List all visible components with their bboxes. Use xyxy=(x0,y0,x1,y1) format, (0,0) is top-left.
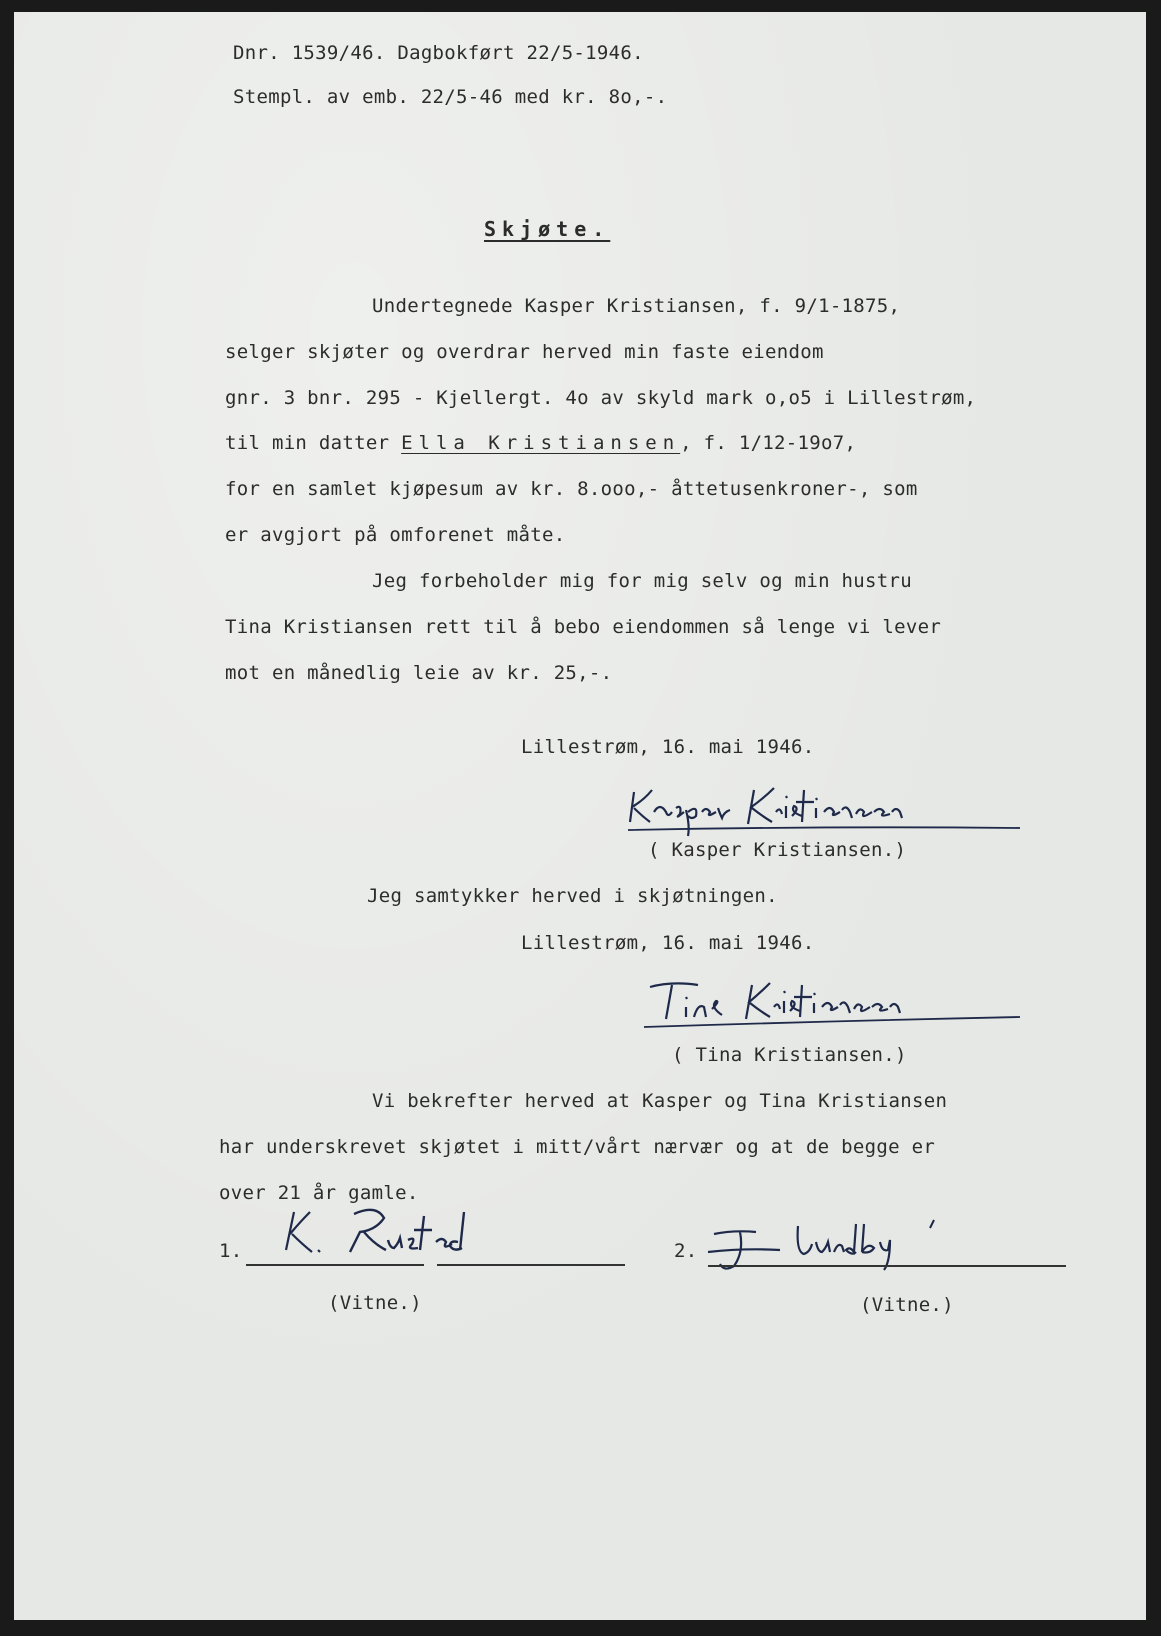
document-page xyxy=(14,12,1146,1620)
witness-line: Vi bekrefter herved at Kasper og Tina Kristiansen xyxy=(372,1090,948,1112)
signature-witness-2 xyxy=(704,1212,1034,1282)
witness-1-number: 1. xyxy=(219,1240,243,1262)
buyer-name: Ella Kristiansen xyxy=(401,432,681,454)
body-line: for en samlet kjøpesum av kr. 8.ooo,- åttetusenkroner-, som xyxy=(225,478,918,500)
witness-2-number: 2. xyxy=(674,1240,698,1262)
signature-tina-kristiansen xyxy=(642,977,1022,1037)
witness-line: har underskrevet skjøtet i mitt/vårt nærvær og at de begge er xyxy=(219,1136,936,1158)
signature-witness-1 xyxy=(264,1200,564,1270)
document-title: Skjøte. xyxy=(484,217,611,241)
witness-1-signature-line-a xyxy=(246,1264,424,1266)
witness-2-label: (Vitne.) xyxy=(860,1294,954,1316)
typed-name-kasper: ( Kasper Kristiansen.) xyxy=(648,839,907,861)
body-line xyxy=(225,432,856,454)
body-text: , f. 1/12-19o7, xyxy=(680,432,857,454)
typed-name-tina: ( Tina Kristiansen.) xyxy=(672,1044,907,1066)
body-text: til min datter xyxy=(225,432,390,454)
body-line: selger skjøter og overdrar herved min faste eiendom xyxy=(225,341,824,363)
place-date-1: Lillestrøm, 16. mai 1946. xyxy=(521,736,815,758)
witness-1-label: (Vitne.) xyxy=(328,1292,422,1314)
body-line: gnr. 3 bnr. 295 - Kjellergt. 4o av skyld mark o,o5 i Lillestrøm, xyxy=(225,387,977,409)
header-registration-line: Dnr. 1539/46. Dagbokført 22/5-1946. xyxy=(233,42,644,64)
body-line: Undertegnede Kasper Kristiansen, f. 9/1-1875, xyxy=(372,295,901,317)
body-line: Tina Kristiansen rett til å bebo eiendommen så lenge vi lever xyxy=(225,616,942,638)
place-date-2: Lillestrøm, 16. mai 1946. xyxy=(521,932,815,954)
witness-1-signature-line-b xyxy=(437,1264,625,1266)
body-line: Jeg forbeholder mig for mig selv og min hustru xyxy=(372,570,912,592)
body-line: mot en månedlig leie av kr. 25,-. xyxy=(225,662,613,684)
signature-kasper-kristiansen xyxy=(624,782,1024,842)
witness-2-signature-line xyxy=(708,1265,1066,1267)
body-line: er avgjort på omforenet måte. xyxy=(225,524,566,546)
witness-line: over 21 år gamle. xyxy=(219,1182,419,1204)
consent-line: Jeg samtykker herved i skjøtningen. xyxy=(367,885,778,907)
header-stamp-line: Stempl. av emb. 22/5-46 med kr. 8o,-. xyxy=(233,86,668,108)
